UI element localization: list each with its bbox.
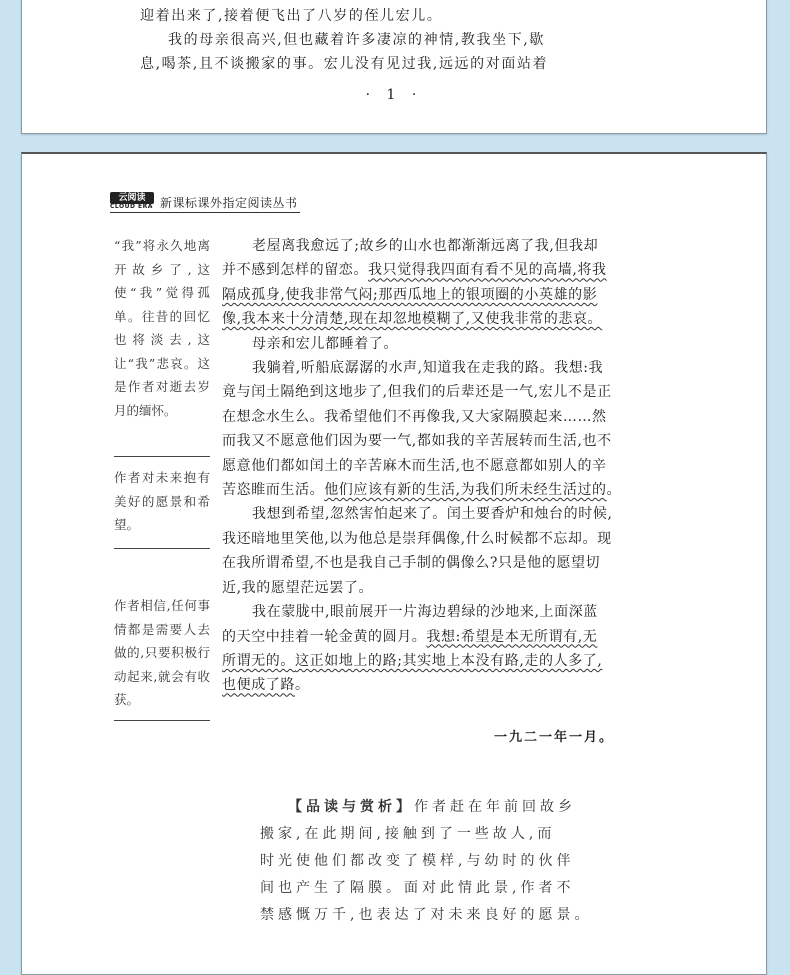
page1-line-1: 迎着出来了,接着便飞出了八岁的侄儿宏儿。 <box>140 8 443 24</box>
highlighted-sentence: 也便成了路 <box>222 677 295 694</box>
side-note-divider <box>114 548 210 549</box>
series-logo <box>110 192 154 210</box>
text-line: 的天空中挂着一轮金黄的圆月。我想:希望是本无所谓有,无 <box>222 628 598 645</box>
side-note-divider <box>114 456 210 457</box>
highlighted-sentence: 像,我本来十分清楚,现在却忽地模糊了,又使我非常的悲哀。 <box>222 311 603 328</box>
text-line <box>222 307 642 331</box>
review-line: 时光使他们都改变了模样,与幼时的伙伴 <box>260 853 575 869</box>
highlighted-sentence: 所谓无的。 <box>222 652 295 669</box>
highlighted-sentence: 他们应该有新的生活,为我们所未经生活过的 <box>324 482 607 499</box>
series-title: 新课标课外指定阅读丛书 <box>160 196 298 210</box>
page1-line-3: 息,喝茶,且不谈搬家的事。宏儿没有见过我,远远的对面站着 <box>140 56 549 72</box>
text-line: 我想到希望,忽然害怕起来了。闰土要香炉和烛台的时候, <box>252 506 613 523</box>
text-line: 在想念水生么。我希望他们不再像我,又大家隔膜起来……然 <box>222 408 607 425</box>
page1-line-2: 我的母亲很高兴,但也藏着许多凄凉的神情,教我坐下,歇 <box>168 32 545 48</box>
highlighted-sentence: 这正如地上的路;其实地上本没有路,走的人多了, <box>295 652 603 669</box>
page-2 <box>21 152 767 975</box>
text-line: 苦恣睢而生活。他们应该有新的生活,为我们所未经生活过的。 <box>222 482 622 499</box>
page-1 <box>21 0 767 134</box>
text-line: 并不感到怎样的留恋。我只觉得我四面有看不见的高墙,将我 <box>222 262 607 279</box>
side-note-3: 作者相信,任何事情都是需要人去做的,只要积极行动起来,就会有收获。 <box>114 598 210 707</box>
review-tag: 【品读与赏析】 <box>288 799 414 815</box>
side-note-1: “我”将永久地离开故乡了,这使“我”觉得孤单。往昔的回忆也将淡去,这让“我”悲哀。这是作者对逝去岁月的缅怀。 <box>114 238 210 418</box>
text-line <box>222 649 642 673</box>
highlighted-sentence: 我只觉得我四面有看不见的高墙,将我 <box>368 262 607 279</box>
text-line: 近,我的愿望茫远罢了。 <box>222 579 374 596</box>
highlighted-sentence: 我想:希望是本无所谓有,无 <box>426 628 598 645</box>
text-line: 竟与闰土隔绝到这地步了,但我们的后辈还是一气,宏儿不是正 <box>222 384 612 401</box>
text-line <box>222 283 642 307</box>
logo-cn: 云阅读 <box>110 192 154 204</box>
text-line: 我还暗地里笑他,以为他总是崇拜偶像,什么时候都不忘却。现 <box>222 530 612 547</box>
text-line: 在我所谓希望,不也是我自己手制的偶像么?只是他的愿望切 <box>222 555 601 572</box>
running-header <box>110 190 300 213</box>
text-line: 愿意他们都如闰土的辛苦麻木而生活,也不愿意都如别人的辛 <box>222 457 607 474</box>
text-line: 老屋离我愈远了;故乡的山水也都渐渐远离了我,但我却 <box>252 238 599 254</box>
review-line: 搬家,在此期间,接触到了一些故人,而 <box>260 826 556 842</box>
highlighted-sentence: 隔成孤身,使我非常气闷;那西瓜地上的银项圈的小英雄的影 <box>222 286 598 303</box>
date-line: 一九二一年一月。 <box>494 730 615 745</box>
logo-en: CLOUD ERA <box>110 203 153 210</box>
review-line: 间也产生了隔膜。面对此情此景,作者不 <box>260 880 575 896</box>
main-text <box>222 234 642 698</box>
text-line: 我躺着,听船底潺潺的水声,知道我在走我的路。我想:我 <box>252 360 604 377</box>
page-number: · 1 · <box>365 87 423 103</box>
review-line: 【品读与赏析】作者赶在年前回故乡 <box>288 799 576 815</box>
text-line: 我在蒙胧中,眼前展开一片海边碧绿的沙地来,上面深蓝 <box>252 604 598 621</box>
review-box <box>260 794 604 929</box>
side-note-2: 作者对未来抱有美好的愿景和希望。 <box>114 470 210 532</box>
text-line: 母亲和宏儿都睡着了。 <box>252 335 398 352</box>
text-line: 也便成了路。 <box>222 677 310 694</box>
text-line: 而我又不愿意他们因为要一气,都如我的辛苦展转而生活,也不 <box>222 433 612 450</box>
review-line: 禁感慨万千,也表达了对未来良好的愿景。 <box>260 907 593 923</box>
side-note-divider <box>114 720 210 721</box>
